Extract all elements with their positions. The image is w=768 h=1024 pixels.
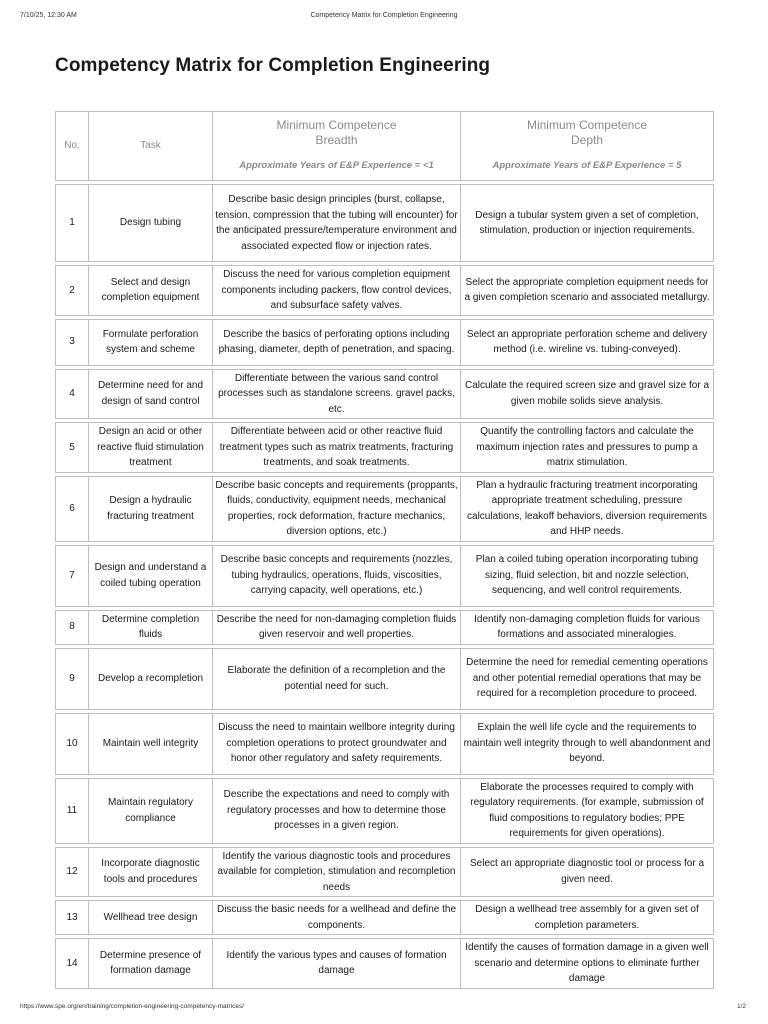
task-cell: Wellhead tree design [89, 900, 213, 935]
row-number: 7 [55, 545, 89, 607]
table-row [55, 476, 714, 542]
task-cell: Design and understand a coiled tubing operation [89, 545, 213, 607]
table-row [55, 648, 714, 710]
task-cell: Maintain regulatory compliance [89, 778, 213, 844]
task-cell: Design a hydraulic fracturing treatment [89, 476, 213, 542]
column-header-depth [461, 111, 714, 181]
row-number: 8 [55, 610, 89, 645]
task-cell: Design tubing [89, 184, 213, 262]
row-number: 13 [55, 900, 89, 935]
row-number: 4 [55, 369, 89, 420]
breadth-header-experience: Approximate Years of E&P Experience = <1 [239, 160, 434, 172]
row-number: 6 [55, 476, 89, 542]
depth-cell: Determine the need for remedial cementing operations and other potential remedial operations that may be required for a recompletion procedure to proceed. [461, 648, 714, 710]
table-row [55, 265, 714, 316]
column-header-breadth [213, 111, 461, 181]
task-cell: Select and design completion equipment [89, 265, 213, 316]
table-row [55, 900, 714, 935]
breadth-cell: Identify the various diagnostic tools and procedures available for completion, stimulation and recompletion needs [213, 847, 461, 898]
breadth-cell: Describe basic design principles (burst, collapse, tension, compression that the tubing will encounter) for the anticipated pressure/temperature environment and associated expected flow or injection rates. [213, 184, 461, 262]
depth-cell: Select an appropriate diagnostic tool or process for a given need. [461, 847, 714, 898]
task-cell: Incorporate diagnostic tools and procedures [89, 847, 213, 898]
row-number: 12 [55, 847, 89, 898]
breadth-header-line2: Breadth [315, 133, 358, 148]
task-cell: Formulate perforation system and scheme [89, 319, 213, 366]
depth-cell: Quantify the controlling factors and calculate the maximum injection rates and pressures to pump a matrix stimulation. [461, 422, 714, 473]
print-header-title: Competency Matrix for Completion Engineering [310, 12, 458, 19]
table-row [55, 938, 714, 989]
breadth-cell: Describe basic concepts and requirements (proppants, fluids, conductivity, equipment needs, mechanical properties, rock deformation, fracture mechanics, diversion options, etc.) [213, 476, 461, 542]
table-row [55, 369, 714, 420]
row-number: 11 [55, 778, 89, 844]
depth-cell: Explain the well life cycle and the requirements to maintain well integrity through to well abandonment and beyond. [461, 713, 714, 775]
depth-header-experience: Approximate Years of E&P Experience = 5 [492, 160, 682, 172]
breadth-cell: Differentiate between the various sand control processes such as standalone screens. gravel packs, etc. [213, 369, 461, 420]
task-cell: Maintain well integrity [89, 713, 213, 775]
depth-cell: Select the appropriate completion equipment needs for a given completion scenario and associated metallurgy. [461, 265, 714, 316]
row-number: 1 [55, 184, 89, 262]
table-row [55, 847, 714, 898]
depth-cell: Calculate the required screen size and gravel size for a given mobile solids sieve analysis. [461, 369, 714, 420]
depth-cell: Elaborate the processes required to comply with regulatory requirements. (for example, submission of fluid compositions to regulatory bodies; PPE requirements for given operations). [461, 778, 714, 844]
column-header-no: No. [55, 111, 89, 181]
breadth-cell: Describe the expectations and need to comply with regulatory processes and how to determine those processes in a given region. [213, 778, 461, 844]
table-row [55, 545, 714, 607]
row-number: 9 [55, 648, 89, 710]
breadth-cell: Elaborate the definition of a recompletion and the potential need for such. [213, 648, 461, 710]
depth-cell: Plan a hydraulic fracturing treatment incorporating appropriate treatment scheduling, pressure calculations, leakoff behaviors, diversion requirements and HHP needs. [461, 476, 714, 542]
table-row [55, 319, 714, 366]
competency-table [55, 108, 714, 992]
breadth-cell: Discuss the need to maintain wellbore integrity during completion operations to protect groundwater and honor other regulatory and safety requirements. [213, 713, 461, 775]
task-cell: Determine completion fluids [89, 610, 213, 645]
page-number: 1/2 [736, 1003, 746, 1010]
breadth-cell: Differentiate between acid or other reactive fluid treatment types such as matrix treatments, fracturing treatments, and soak treatments. [213, 422, 461, 473]
row-number: 2 [55, 265, 89, 316]
print-date: 7/10/25, 12:30 AM [20, 12, 77, 19]
row-number: 5 [55, 422, 89, 473]
depth-cell: Design a tubular system given a set of completion, stimulation, production or injection requirements. [461, 184, 714, 262]
breadth-cell: Discuss the need for various completion equipment components including packers, flow control devices, and subsurface safety valves. [213, 265, 461, 316]
column-header-task: Task [89, 111, 213, 181]
row-number: 14 [55, 938, 89, 989]
breadth-cell: Identify the various types and causes of formation damage [213, 938, 461, 989]
row-number: 10 [55, 713, 89, 775]
row-number: 3 [55, 319, 89, 366]
depth-cell: Identify non-damaging completion fluids for various formations and associated mineralogies. [461, 610, 714, 645]
breadth-cell: Describe the basics of perforating options including phasing, diameter, depth of penetration, and spacing. [213, 319, 461, 366]
depth-cell: Design a wellhead tree assembly for a given set of completion parameters. [461, 900, 714, 935]
table-row [55, 713, 714, 775]
table-row [55, 184, 714, 262]
table-row [55, 422, 714, 473]
depth-header-line2: Depth [570, 133, 604, 148]
table-row [55, 778, 714, 844]
table-header-row [55, 111, 714, 181]
breadth-header-line1: Minimum Competence [276, 118, 397, 133]
table-row [55, 610, 714, 645]
page-title: Competency Matrix for Completion Engineering [55, 55, 491, 76]
depth-cell: Plan a coiled tubing operation incorporating tubing sizing, fluid selection, bit and nozzle selection, sequencing, and well control requirements. [461, 545, 714, 607]
depth-cell: Identify the causes of formation damage in a given well scenario and determine options to eliminate further damage [461, 938, 714, 989]
task-cell: Design an acid or other reactive fluid stimulation treatment [89, 422, 213, 473]
depth-cell: Select an appropriate perforation scheme and delivery method (i.e. wireline vs. tubing-conveyed). [461, 319, 714, 366]
breadth-cell: Describe basic concepts and requirements (nozzles, tubing hydraulics, operations, fluids, viscosities, carrying capacity, well operations, etc.) [213, 545, 461, 607]
task-cell: Determine presence of formation damage [89, 938, 213, 989]
source-url[interactable]: https://www.spe.org/en/training/completion-engineering-competency-matrices/ [20, 1003, 244, 1010]
depth-header-line1: Minimum Competence [526, 118, 648, 133]
task-cell: Develop a recompletion [89, 648, 213, 710]
breadth-cell: Discuss the basic needs for a wellhead and define the components. [213, 900, 461, 935]
task-cell: Determine need for and design of sand control [89, 369, 213, 420]
breadth-cell: Describe the need for non-damaging completion fluids given reservoir and well properties. [213, 610, 461, 645]
